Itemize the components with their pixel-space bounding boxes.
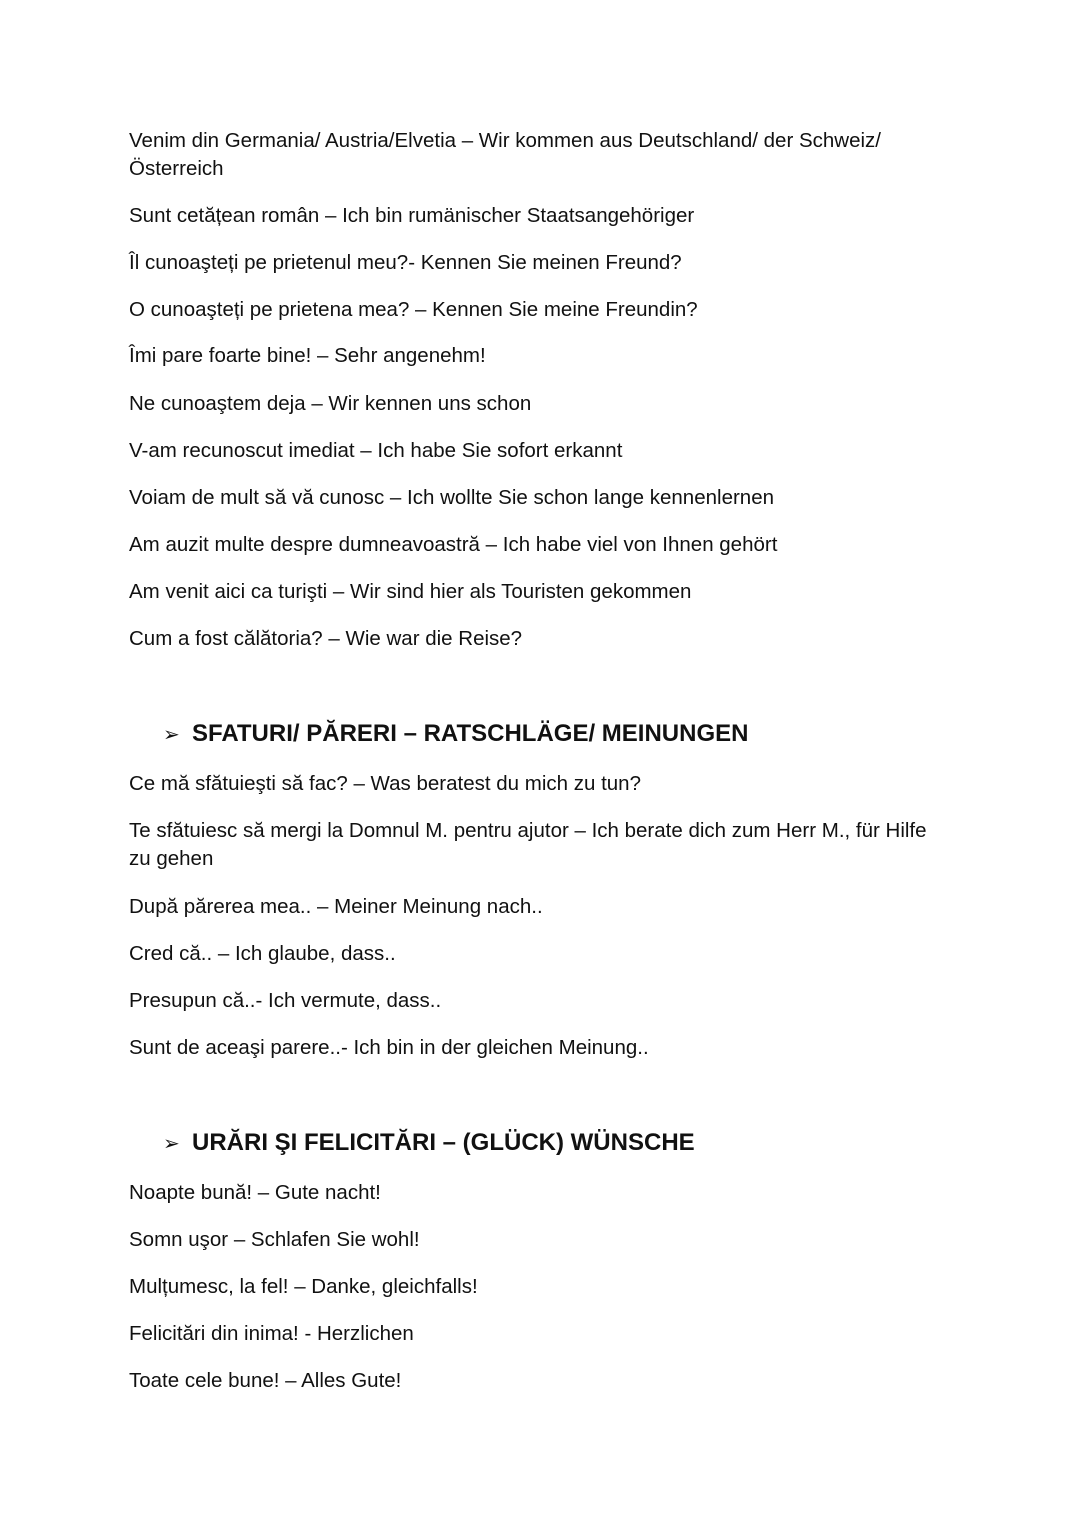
phrase-line: V-am recunoscut imediat – Ich habe Sie sofort erkannt xyxy=(129,439,623,462)
phrase-line: După părerea mea.. – Meiner Meinung nach.. xyxy=(129,895,543,918)
heading-text: SFATURI/ PĂRERI – RATSCHLÄGE/ MEINUNGEN xyxy=(192,720,749,747)
phrase-line: O cunoaşteți pe prietena mea? – Kennen Sie meine Freundin? xyxy=(129,298,698,321)
phrase-line: Sunt de aceaşi parere..- Ich bin in der gleichen Meinung.. xyxy=(129,1036,649,1059)
heading-text: URĂRI ŞI FELICITĂRI – (GLÜCK) WÜNSCHE xyxy=(192,1129,695,1156)
phrase-line: Cred că.. – Ich glaube, dass.. xyxy=(129,942,396,965)
phrase-line: Presupun că..- Ich vermute, dass.. xyxy=(129,989,442,1012)
phrase-line: Ce mă sfătuieşti să fac? – Was beratest du mich zu tun? xyxy=(129,772,641,795)
phrase-line: Felicitări din inima! - Herzlichen xyxy=(129,1322,414,1345)
phrase-line: Cum a fost călătoria? – Wie war die Reise? xyxy=(129,627,523,650)
phrase-line: Somn uşor – Schlafen Sie wohl! xyxy=(129,1228,420,1251)
phrase-line: Noapte bună! – Gute nacht! xyxy=(129,1181,381,1204)
arrow-bullet-icon: ➢ xyxy=(163,1133,180,1155)
phrase-line: Voiam de mult să vă cunosc – Ich wollte Sie schon lange kennenlernen xyxy=(129,486,774,509)
section-heading xyxy=(163,719,748,750)
phrase-line: Îl cunoaşteți pe prietenul meu?- Kennen Sie meinen Freund? xyxy=(129,251,682,274)
section-heading xyxy=(163,1128,695,1159)
phrase-line: Toate cele bune! – Alles Gute! xyxy=(129,1369,402,1392)
phrase-line: Sunt cetățean român – Ich bin rumänischer Staatsangehöriger xyxy=(129,204,695,227)
phrase-line: Mulțumesc, la fel! – Danke, gleichfalls! xyxy=(129,1275,478,1298)
arrow-bullet-icon: ➢ xyxy=(163,724,180,746)
phrase-line: Te sfătuiesc să mergi la Domnul M. pentru ajutor – Ich berate dich zum Herr M., für Hilfe zu gehen xyxy=(129,819,927,870)
phrase-line: Am auzit multe despre dumneavoastră – Ich habe viel von Ihnen gehört xyxy=(129,533,778,556)
phrase-line: Venim din Germania/ Austria/Elvetia – Wir kommen aus Deutschland/ der Schweiz/ Österreich xyxy=(129,129,881,180)
phrase-line: Îmi pare foarte bine! – Sehr angenehm! xyxy=(129,344,486,367)
phrase-line: Am venit aici ca turişti – Wir sind hier als Touristen gekommen xyxy=(129,580,692,603)
phrase-line: Ne cunoaştem deja – Wir kennen uns schon xyxy=(129,392,532,415)
